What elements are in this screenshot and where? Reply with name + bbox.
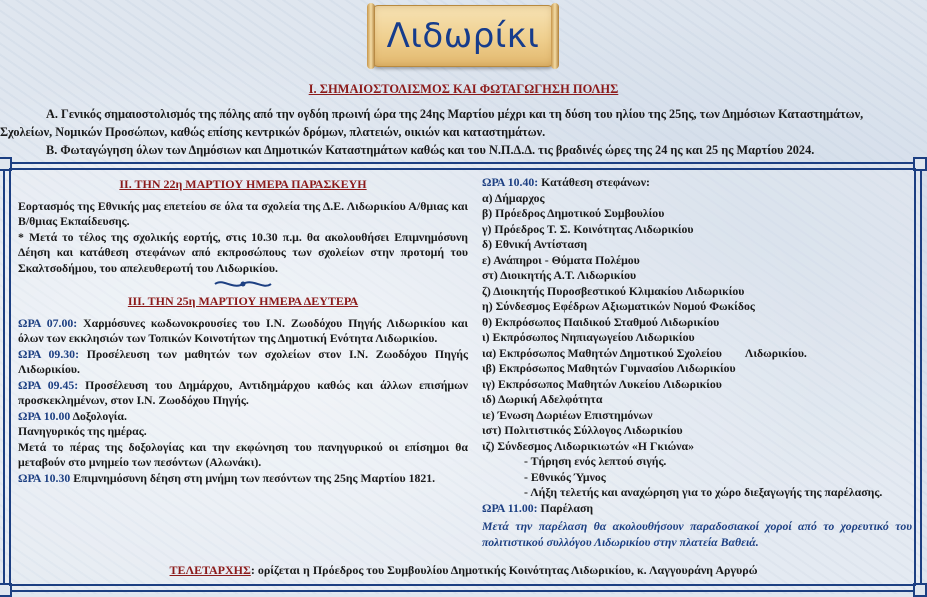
event-0700: [18, 316, 468, 347]
section3-heading: ΙΙΙ. ΤΗΝ 25η ΜΑΡΤΙΟΥ ΗΜΕΡΑ ΔΕΥΤΕΡΑ: [127, 294, 359, 308]
list-item: ε) Ανάπηροι - Θύματα Πολέμου: [482, 252, 640, 267]
event-0945-time: ΩΡΑ 09.45:: [18, 377, 79, 392]
list-item: ιβ) Εκπρόσωπος Μαθητών Γυμνασίου Λιδωρικίου: [482, 361, 736, 375]
parade-time: ΩΡΑ 11.00:: [482, 500, 538, 515]
page-title: Λιδωρίκι: [386, 16, 540, 56]
frame-corner-bl: [0, 583, 12, 597]
list-item: α) Δήμαρχος: [482, 190, 545, 205]
event-0945-text: Προσέλευση του Δημάρχου, Αντιδημάρχου καθώς και άλλων επισήμων προσκεκλημένων, στον Ι.Ν. Ζωοδόχου Πηγής.: [18, 377, 468, 407]
ceremony-step: - Εθνικός Ύμνος: [524, 469, 606, 484]
section2-paragraph2: * Μετά το τέλος της σχολικής εορτής, στις 10.30 π.μ. θα ακολουθήσει Επιμνημόσυνη Δέηση και κατάθεση στεφάνων από εκπροσώπους των σχολείων στην προτομή του Σκαλτσοδήμου, του απελευθερωτή του Λιδωρικίου.: [18, 229, 468, 275]
list-item: ια) Εκπρόσωπος Μαθητών Δημοτικού Σχολείου Λιδωρικίου.: [482, 345, 807, 360]
closing-note: Μετά την παρέλαση θα ακολουθήσουν παραδοσιακοί χοροί από το χορευτικό του πολιτιστικού συλλόγου Λιδωρικίου στην πλατεία Βαθειά.: [482, 519, 912, 549]
event-0930-time: ΩΡΑ 09.30:: [18, 346, 79, 361]
ornament-icon: [213, 278, 273, 290]
event-0945: [18, 378, 468, 409]
section1-item-b: Β. Φωταγώγηση όλων των Δημόσιων και Δημοτικών Καταστημάτων καθώς και του Ν.Π.Δ.Δ. τις βραδινές ώρες της 24 ης και 25 ης Μαρτίου 2024.: [46, 143, 815, 157]
left-column: [18, 175, 468, 486]
wreath-text: Κατάθεση στεφάνων:: [538, 175, 650, 189]
list-item: ζ) Διοικητής Πυροσβεστικού Κλιμακίου Λιδωρικίου: [482, 283, 745, 298]
event-0700-time: ΩΡΑ 07.00:: [18, 315, 78, 330]
frame-corner-tr: [913, 157, 927, 171]
event-0930-text: Προσέλευση των μαθητών των σχολείων στον Ι.Ν. Ζωοδόχου Πηγής Λιδωρικίου.: [18, 346, 468, 376]
event-1000-time: ΩΡΑ 10.00: [18, 408, 71, 423]
frame-corner-br: [913, 583, 927, 597]
event-1000: [18, 409, 468, 425]
wreath-time: ΩΡΑ 10.40:: [482, 175, 539, 189]
event-1000-text: Δοξολογία.: [70, 408, 127, 423]
list-item: γ) Πρόεδρος Τ. Σ. Κοινότητας Λιδωρικίου: [482, 221, 694, 236]
list-item: ιδ) Δωρική Αδελφότητα: [482, 392, 603, 406]
list-item: ι) Εκπρόσωπος Νηπιαγωγείου Λιδωρικίου: [482, 330, 695, 344]
list-item: ιστ) Πολιτιστικός Σύλλογος Λιδωρικίου: [482, 423, 683, 437]
list-item: στ) Διοικητής Α.Τ. Λιδωρικίου: [482, 268, 637, 282]
event-0930: [18, 347, 468, 378]
section1-item-a: [0, 105, 886, 141]
parade-line: [482, 501, 912, 517]
event-1000-line2: Πανηγυρικός της ημέρας.: [18, 424, 147, 438]
footer-text: : ορίζεται η Πρόεδρος του Συμβουλίου Δημοτικής Κοινότητας Λιδωρικίου, κ. Λαγγουράνη Αργυρώ: [250, 563, 758, 577]
frame-corner-tl: [0, 157, 12, 171]
event-1030-time: ΩΡΑ 10.30: [18, 470, 71, 485]
right-column: [482, 175, 912, 550]
section2-paragraph1: Εορτασμός της Εθνικής μας επετείου σε όλα τα σχολεία της Δ.Ε. Λιδωρικίου Α/θμιας και Β/θμιας Εκπαίδευσης.: [18, 198, 468, 228]
list-item: η) Σύνδεσμος Εφέδρων Αξιωματικών Νομού Φωκίδος: [482, 299, 755, 313]
ceremony-step: - Λήξη τελετής και αναχώρηση για το χώρο διεξαγωγής της παρέλασης.: [524, 485, 883, 499]
event-0700-text: Χαρμόσυνες κωδωνοκρουσίες του Ι.Ν. Ζωοδόχου Πηγής Λιδωρικίου και όλων των εκκλησιών των Τοπικών Κοινοτήτων της Δημοτική Ενότητα Λιδωρικίου.: [18, 315, 468, 345]
event-1000-line3: Μετά το πέρας της δοξολογίας και την εκφώνηση του πανηγυρικού οι επίσημοι θα μεταβούν στο μνημείο των πεσόντων (Αλωνάκι).: [18, 439, 468, 469]
title-banner: [372, 5, 554, 67]
list-item: δ) Εθνική Αντίσταση: [482, 237, 588, 251]
list-item: β) Πρόεδρος Δημοτικού Συμβουλίου: [482, 206, 665, 220]
event-1030-text: Επιμνημόσυνη δέηση στη μνήμη των πεσόντων της 25ης Μαρτίου 1821.: [70, 470, 436, 485]
footer-label: ΤΕΛΕΤΑΡΧΗΣ: [169, 563, 251, 577]
ornament-divider: [18, 278, 468, 292]
parade-text: Παρέλαση: [537, 500, 594, 515]
list-item: θ) Εκπρόσωπος Παιδικού Σταθμού Λιδωρικίου: [482, 314, 720, 329]
footer: [0, 563, 927, 578]
list-item: ιζ) Σύνδεσμος Λιδωρικιωτών «Η Γκιώνα»: [482, 438, 695, 453]
section1-heading: Ι. ΣΗΜΑΙΟΣΤΟΛΙΣΜΟΣ ΚΑΙ ΦΩΤΑΓΩΓΗΣΗ ΠΟΛΗΣ: [308, 82, 619, 96]
list-item: ιε) Ένωση Δωριέων Επιστημόνων: [482, 407, 653, 422]
wreath-heading: [482, 175, 912, 191]
list-item: ιγ) Εκπρόσωπος Μαθητών Λυκείου Λιδωρικίου: [482, 376, 722, 391]
section2-heading: ΙΙ. ΤΗΝ 22η ΜΑΡΤΙΟΥ ΗΜΕΡΑ ΠΑΡΑΣΚΕΥΗ: [119, 177, 367, 191]
ceremony-step: - Τήρηση ενός λεπτού σιγής.: [524, 454, 667, 468]
section1-a-line1: Α. Γενικός σημαιοστολισμός της πόλης από την ογδόη πρωινή ώρα της 24ης Μαρτίου μέχρι και τη δύση του ηλίου της 25ης, των Δημόσιων Καταστημάτων,: [46, 107, 864, 121]
section1-a-line2: Σχολείων, Νομικών Προσώπων, καθώς επίσης κεντρικών δρόμων, πλατειών, οικιών και καταστημάτων.: [0, 125, 546, 139]
event-1030: [18, 471, 468, 487]
